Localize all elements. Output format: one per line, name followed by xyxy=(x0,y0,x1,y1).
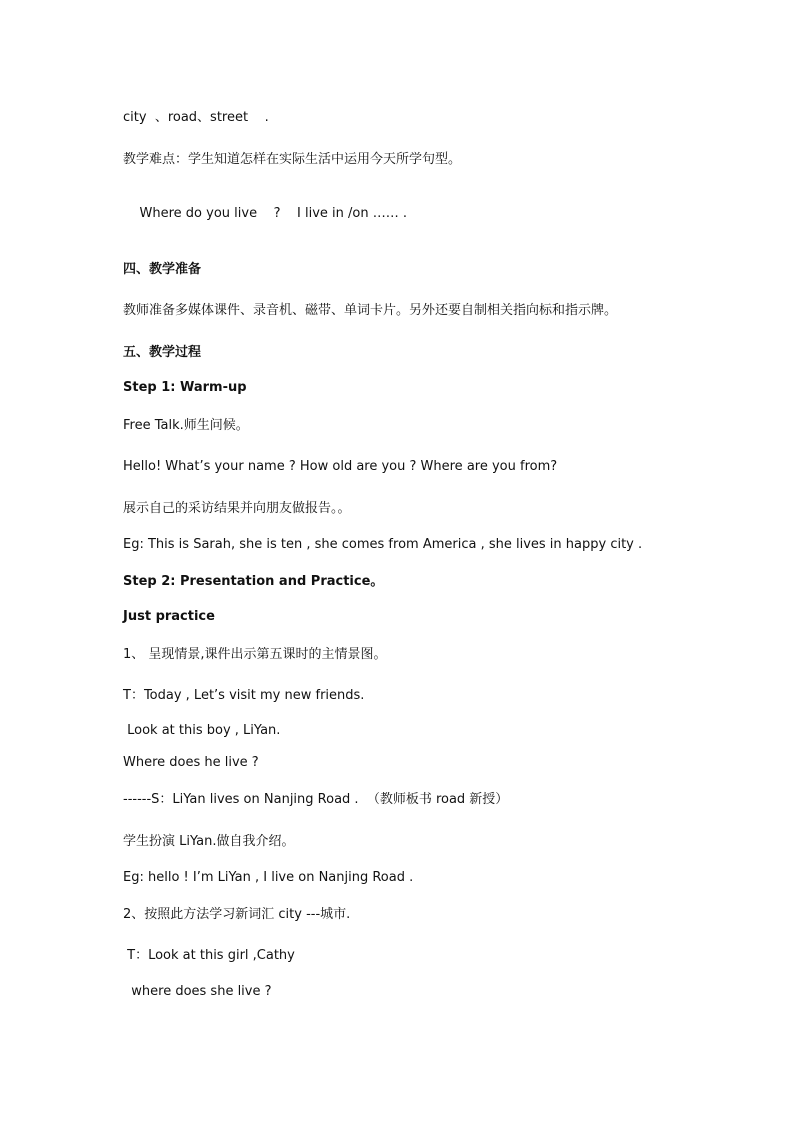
step-1-heading: Step 1: Warm-up xyxy=(123,380,247,395)
text-item-1: 1、 呈现情景,课件出示第五课时的主情景图。 xyxy=(123,647,387,662)
text-student-answer: ------S：LiYan lives on Nanjing Road . （教师板书 road 新授） xyxy=(123,792,509,807)
text-report: 展示自己的采访结果并向朋友做报告。。 xyxy=(123,501,351,516)
just-practice-heading: Just practice xyxy=(123,609,215,624)
text-where-she-live: where does she live ? xyxy=(123,984,272,999)
text-item-2: 2、按照此方法学习新词汇 city ---城市. xyxy=(123,907,351,922)
text-difficulty: 教学难点：学生知道怎样在实际生活中运用今天所学句型。 xyxy=(123,152,462,167)
text-free-talk: Free Talk.师生问候。 xyxy=(123,418,249,433)
section-heading-process: 五、教学过程 xyxy=(123,345,202,360)
section-heading-preparation: 四、教学准备 xyxy=(123,262,202,277)
text-look-boy: Look at this boy , LiYan. xyxy=(123,723,281,738)
text-example-sarah: Eg: This is Sarah, she is ten , she comes from America , she lives in happy city . xyxy=(123,537,643,552)
text-look-girl: T：Look at this girl ,Cathy xyxy=(123,948,295,963)
text-greeting: Hello! What’s your name ? How old are you ? Where are you from? xyxy=(123,459,558,474)
text-where-he-live: Where does he live ? xyxy=(123,755,259,770)
text-preparation: 教师准备多媒体课件、录音机、磁带、单词卡片。另外还要自制相关指向标和指示牌。 xyxy=(123,303,618,318)
text-vocab-line: city 、road、street . xyxy=(123,110,269,125)
step-2-heading: Step 2: Presentation and Practice。 xyxy=(123,574,384,589)
text-sentence-pattern: Where do you live ? I live in /on …… . xyxy=(123,206,408,221)
text-example-liyan: Eg: hello ! I’m LiYan , I live on Nanjing Road . xyxy=(123,870,414,885)
text-teacher-today: T：Today , Let’s visit my new friends. xyxy=(123,688,365,703)
text-role-play: 学生扮演 LiYan.做自我介绍。 xyxy=(123,834,295,849)
